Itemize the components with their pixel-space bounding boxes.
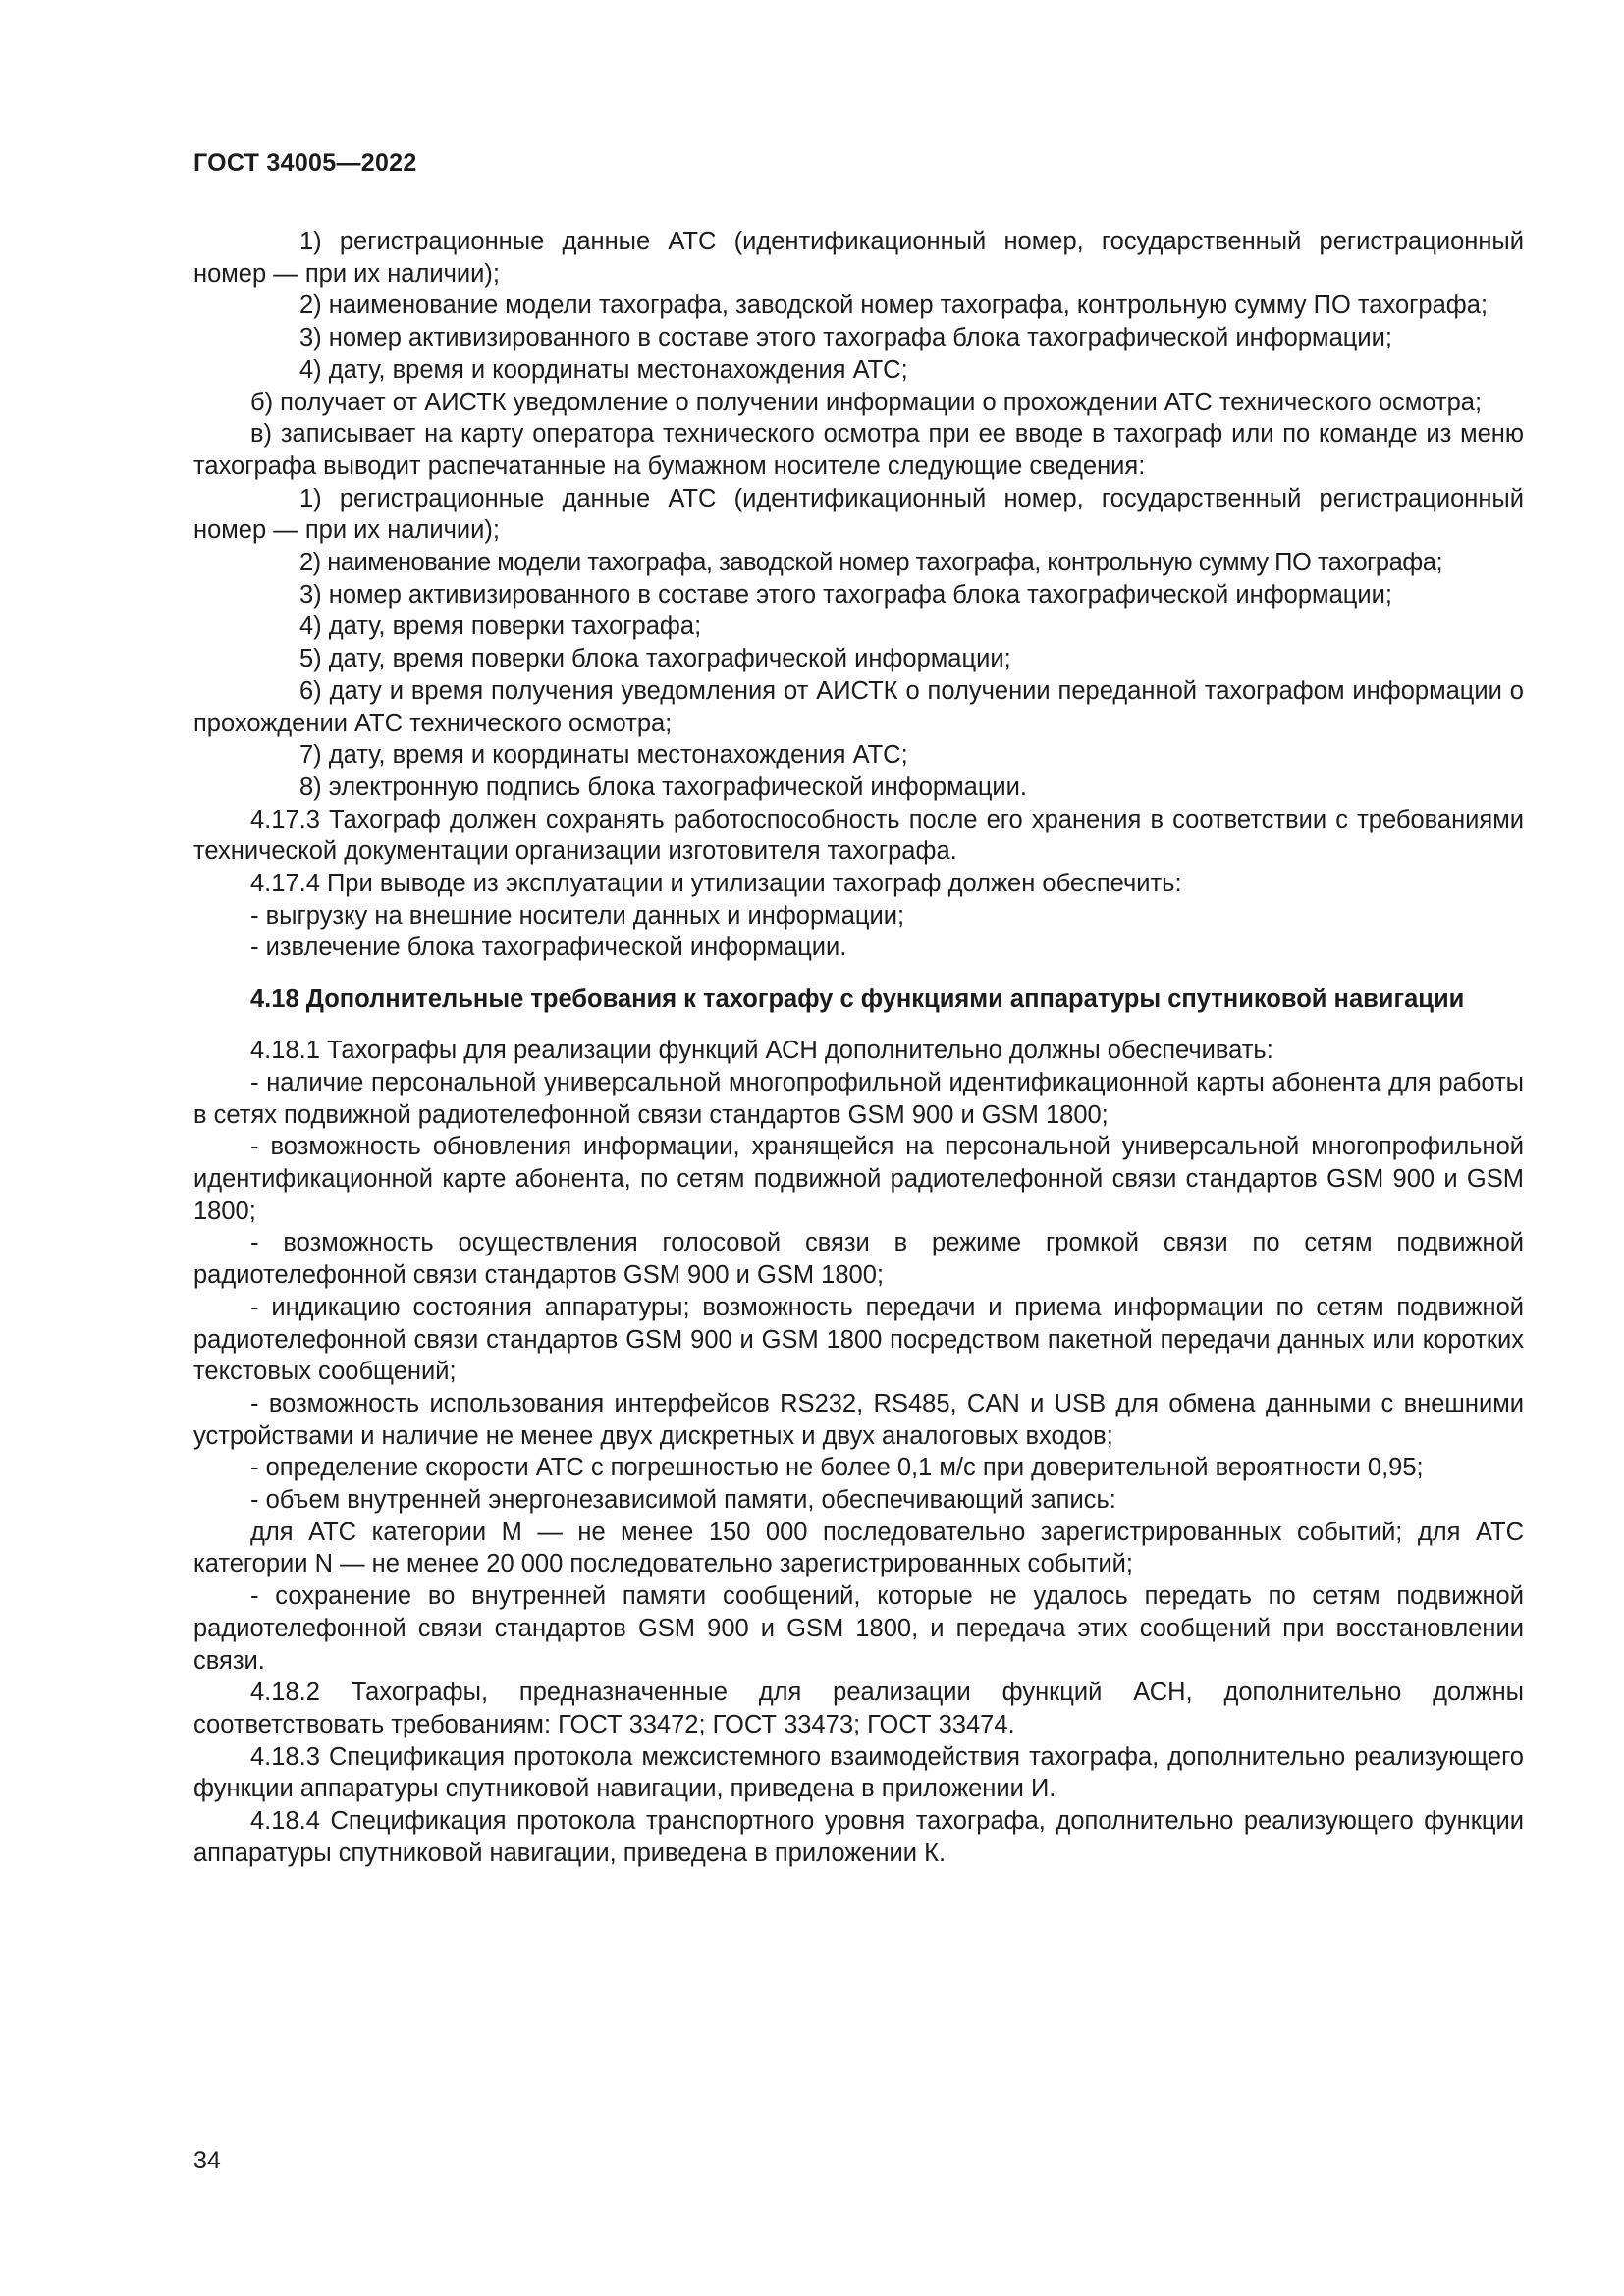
list-item: - наличие персональной универсальной многопрофильной идентификационной карты абонента для работы в сетях подвижной радиотелефонной связи стандартов GSM 900 и GSM 1800; xyxy=(193,1068,1524,1129)
document-body xyxy=(193,226,1524,1869)
list-item: в) записывает на карту оператора технического осмотра при ее вводе в тахограф или по команде из меню тахографа выводит распечатанные на бумажном носителе следующие сведения: xyxy=(193,420,1524,480)
list-item: 3) номер активизированного в составе этого тахографа блока тахографической информации; xyxy=(299,324,1392,352)
list-item: 4) дату, время поверки тахографа; xyxy=(299,613,702,641)
list-item: 2) наименование модели тахографа, заводской номер тахографа, контрольную сумму ПО тахографа; xyxy=(299,549,1443,577)
paragraph: 4.18.3 Спецификация протокола межсистемного взаимодействия тахографа, дополнительно реализующего функции аппаратуры спутниковой навигации, приведена в приложении И. xyxy=(193,1742,1524,1803)
list-item: б) получает от АИСТК уведомление о получении информации о прохождении АТС технического осмотра; xyxy=(250,388,1483,416)
list-item: 6) дату и время получения уведомления от АИСТК о получении переданной тахографом информации о прохождении АТС технического осмотра; xyxy=(193,676,1524,737)
list-item: - извлечение блока тахографической информации. xyxy=(250,934,847,962)
list-item: 1) регистрационные данные АТС (идентификационный номер, государственный регистрационный номер — при их наличии); xyxy=(193,228,1524,288)
list-item: - определение скорости АТС с погрешностью не более 0,1 м/с при доверительной вероятности 0,95; xyxy=(250,1454,1424,1482)
paragraph: 4.18.2 Тахографы, предназначенные для реализации функций АСН, дополнительно должны соответствовать требованиям: ГОСТ 33472; ГОСТ 33473; ГОСТ 33474. xyxy=(193,1679,1524,1738)
page-number: 34 xyxy=(193,2147,221,2174)
list-item: - сохранение во внутренней памяти сообщений, которые не удалось передать по сетям подвижной радиотелефонной связи стандартов GSM 900 и GSM 1800, и передача этих сообщений при восстановлении связи. xyxy=(193,1582,1524,1675)
paragraph: 4.18.1 Тахографы для реализации функций АСН дополнительно должны обеспечивать: xyxy=(250,1037,1273,1065)
list-item: - возможность использования интерфейсов RS232, RS485, CAN и USB для обмена данными с внешними устройствами и наличие не менее двух дискретных и двух аналоговых входов; xyxy=(193,1389,1524,1450)
list-item: - индикацию состояния аппаратуры; возможность передачи и приема информации по сетям подвижной радиотелефонной связи стандартов GSM 900 и GSM 1800 посредством пакетной передачи данных или коротких текстовых сообщений; xyxy=(193,1293,1524,1386)
list-item: - выгрузку на внешние носители данных и информации; xyxy=(250,901,905,930)
list-item: 3) номер активизированного в составе этого тахографа блока тахографической информации; xyxy=(299,580,1392,609)
list-item: 4) дату, время и координаты местонахождения АТС; xyxy=(299,355,908,384)
document-header: ГОСТ 34005—2022 xyxy=(193,149,417,177)
list-item: 1) регистрационные данные АТС (идентификационный номер, государственный регистрационный номер — при их наличии); xyxy=(193,484,1524,545)
list-item: 8) электронную подпись блока тахографической информации. xyxy=(299,773,1027,801)
list-item: - объем внутренней энергонезависимой памяти, обеспечивающий запись: xyxy=(250,1486,1116,1515)
list-item: 7) дату, время и координаты местонахождения АТС; xyxy=(299,741,908,770)
paragraph: 4.17.4 При выводе из эксплуатации и утилизации тахограф должен обеспечить: xyxy=(250,870,1182,898)
list-item: 5) дату, время поверки блока тахографической информации; xyxy=(299,645,1011,673)
list-item: - возможность осуществления голосовой связи в режиме громкой связи по сетям подвижной радиотелефонной связи стандартов GSM 900 и GSM 1800; xyxy=(193,1229,1524,1290)
list-item: для АТС категории M — не менее 150 000 последовательно зарегистрированных событий; для АТС категории N — не менее 20 000 последовательно зарегистрированных событий; xyxy=(193,1518,1524,1578)
list-item: - возможность обновления информации, хранящейся на персональной универсальной многопрофильной идентификационной карте абонента, по сетям подвижной радиотелефонной связи стандартов GSM 900 и GSM 1800; xyxy=(193,1133,1524,1225)
list-item: 2) наименование модели тахографа, заводской номер тахографа, контрольную сумму ПО тахографа; xyxy=(299,292,1489,320)
section-heading: 4.18 Дополнительные требования к тахографу с функциями аппаратуры спутниковой навигации xyxy=(250,986,1465,1014)
paragraph: 4.17.3 Тахограф должен сохранять работоспособность после его хранения в соответствии с требованиями технической документации организации изготовителя тахографа. xyxy=(193,805,1524,866)
paragraph: 4.18.4 Спецификация протокола транспортного уровня тахографа, дополнительно реализующего функции аппаратуры спутниковой навигации, приведена в приложении К. xyxy=(193,1807,1524,1867)
